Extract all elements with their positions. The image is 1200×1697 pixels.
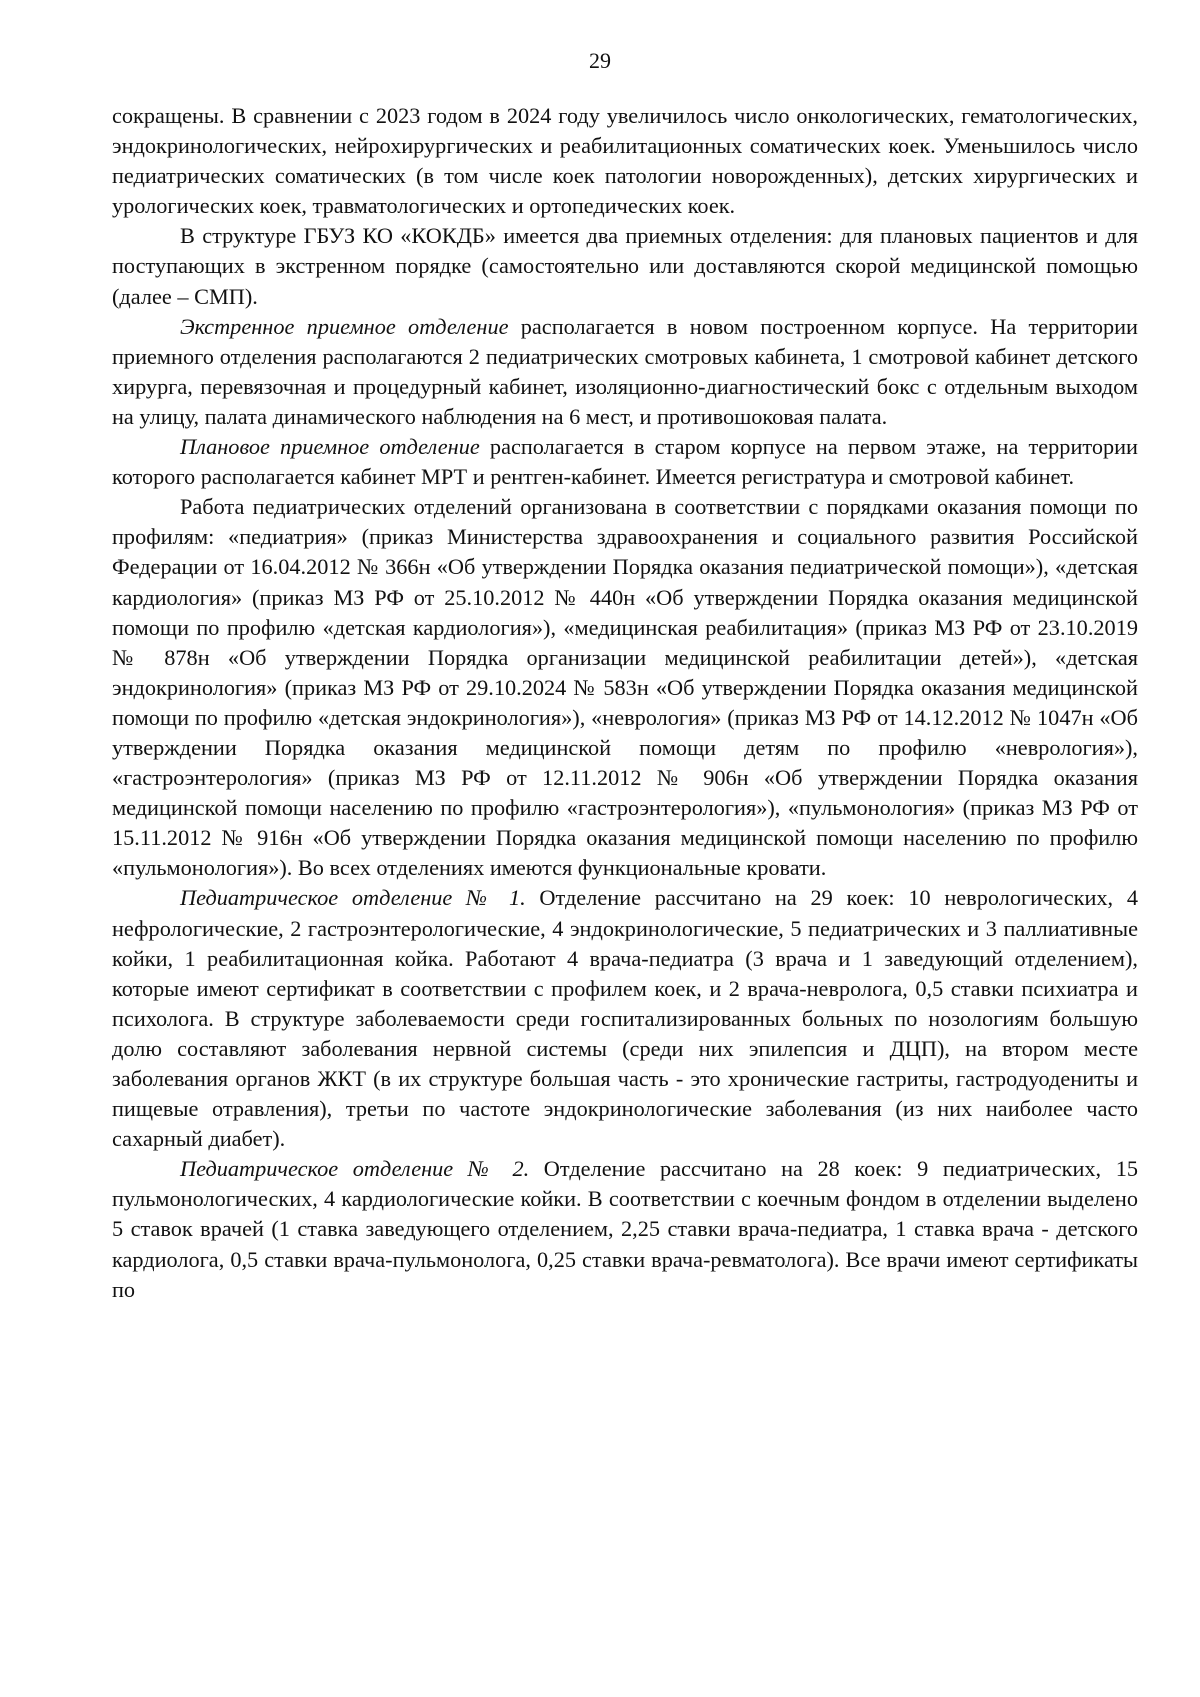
- paragraph-bed-changes: [112, 101, 1138, 221]
- paragraph-planned-admission: [112, 432, 1138, 492]
- paragraph-text: сокращены. В сравнении с 2023 годом в 2024 году увеличилось число онкологических, гематологических, эндокринологических, нейрохирургических и реабилитационных соматических коек. Уменьшилось число педиатрических соматических (в том числе коек патологии новорожденных), детских хирургических и урологических коек, травматологических и ортопедических коек.: [112, 103, 1138, 219]
- paragraph-emergency-admission: [112, 312, 1138, 432]
- document-body: [112, 101, 1138, 1305]
- paragraph-admission-departments: [112, 221, 1138, 311]
- page-number: 29: [589, 48, 611, 73]
- paragraph-pediatric-dept-1: [112, 883, 1138, 1154]
- paragraph-text: Отделение рассчитано на 29 коек: 10 неврологических, 4 нефрологические, 2 гастроэнтерологические, 4 эндокринологические, 5 педиатрических и 3 паллиативные койки, 1 реабилитационная койка. Работают 4 врача-педиатра (3 врача и 1 заведующий отделением), которые имеют сертификат в соответствии с профилем коек, и 2 врача-невролога, 0,5 ставки психиатра и психолога. В структуре заболеваемости среди госпитализированных больных по нозологиям большую долю составляют заболевания нервной системы (среди них эпилепсия и ДЦП), на втором месте заболевания органов ЖКТ (в их структуре большая часть - это хронические гастриты, гастродуодениты и пищевые отравления), третьи по частоте эндокринологические заболевания (из них наиболее часто сахарный диабет).: [112, 885, 1138, 1152]
- paragraph-text: располагается в старом корпусе на первом этаже, на территории которого располагается кабинет МРТ и рентген-кабинет. Имеется регистратура и смотровой кабинет.: [112, 434, 1138, 490]
- paragraph-pediatric-dept-2: [112, 1154, 1138, 1304]
- section-title: Плановое приемное отделение: [180, 434, 480, 460]
- paragraph-text: располагается в новом построенном корпусе. На территории приемного отделения располагаются 2 педиатрических смотровых кабинета, 1 смотровой кабинет детского хирурга, перевязочная и процедурный кабинет, изоляционно-диагностический бокс с отдельным выходом на улицу, палата динамического наблюдения на 6 мест, и противошоковая палата.: [112, 313, 1138, 429]
- section-title: Педиатрическое отделение № 1.: [180, 885, 526, 911]
- section-title: Экстренное приемное отделение: [180, 313, 509, 339]
- paragraph-text: В структуре ГБУЗ КО «КОКДБ» имеется два приемных отделения: для плановых пациентов и для поступающих в экстренном порядке (самостоятельно или доставляются скорой медицинской помощью (далее – СМП).: [112, 223, 1138, 309]
- paragraph-text: Отделение рассчитано на 28 коек: 9 педиатрических, 15 пульмонологических, 4 кардиологические койки. В соответствии с коечным фондом в отделении выделено 5 ставок врачей (1 ставка заведующего отделением, 2,25 ставки врача-педиатра, 1 ставка врача - детского кардиолога, 0,5 ставки врача-пульмонолога, 0,25 ставки врача-ревматолога). Все врачи имеют сертификаты по: [112, 1156, 1138, 1302]
- section-title: Педиатрическое отделение № 2.: [180, 1156, 530, 1182]
- paragraph-text: Работа педиатрических отделений организована в соответствии с порядками оказания помощи по профилям: «педиатрия» (приказ Министерства здравоохранения и социального развития Российской Федерации от 16.04.2012 № 366н «Об утверждении Порядка оказания педиатрической помощи»), «детская кардиология» (приказ МЗ РФ от 25.10.2012 № 440н «Об утверждении Порядка оказания медицинской помощи по профилю «детская кардиология»), «медицинская реабилитация» (приказ МЗ РФ от 23.10.2019 № 878н «Об утверждении Порядка организации медицинской реабилитации детей»), «детская эндокринология» (приказ МЗ РФ от 29.10.2024 № 583н «Об утверждении Порядка оказания медицинской помощи по профилю «детская эндокринология»), «неврология» (приказ МЗ РФ от 14.12.2012 № 1047н «Об утверждении Порядка оказания медицинской помощи детям по профилю «неврология»), «гастроэнтерология» (приказ МЗ РФ от 12.11.2012 № 906н «Об утверждении Порядка оказания медицинской помощи населению по профилю «гастроэнтерология»), «пульмонология» (приказ МЗ РФ от 15.11.2012 № 916н «Об утверждении Порядка оказания медицинской помощи населению по профилю «пульмонология»). Во всех отделениях имеются функциональные кровати.: [112, 494, 1138, 881]
- paragraph-pediatric-orders: [112, 492, 1138, 883]
